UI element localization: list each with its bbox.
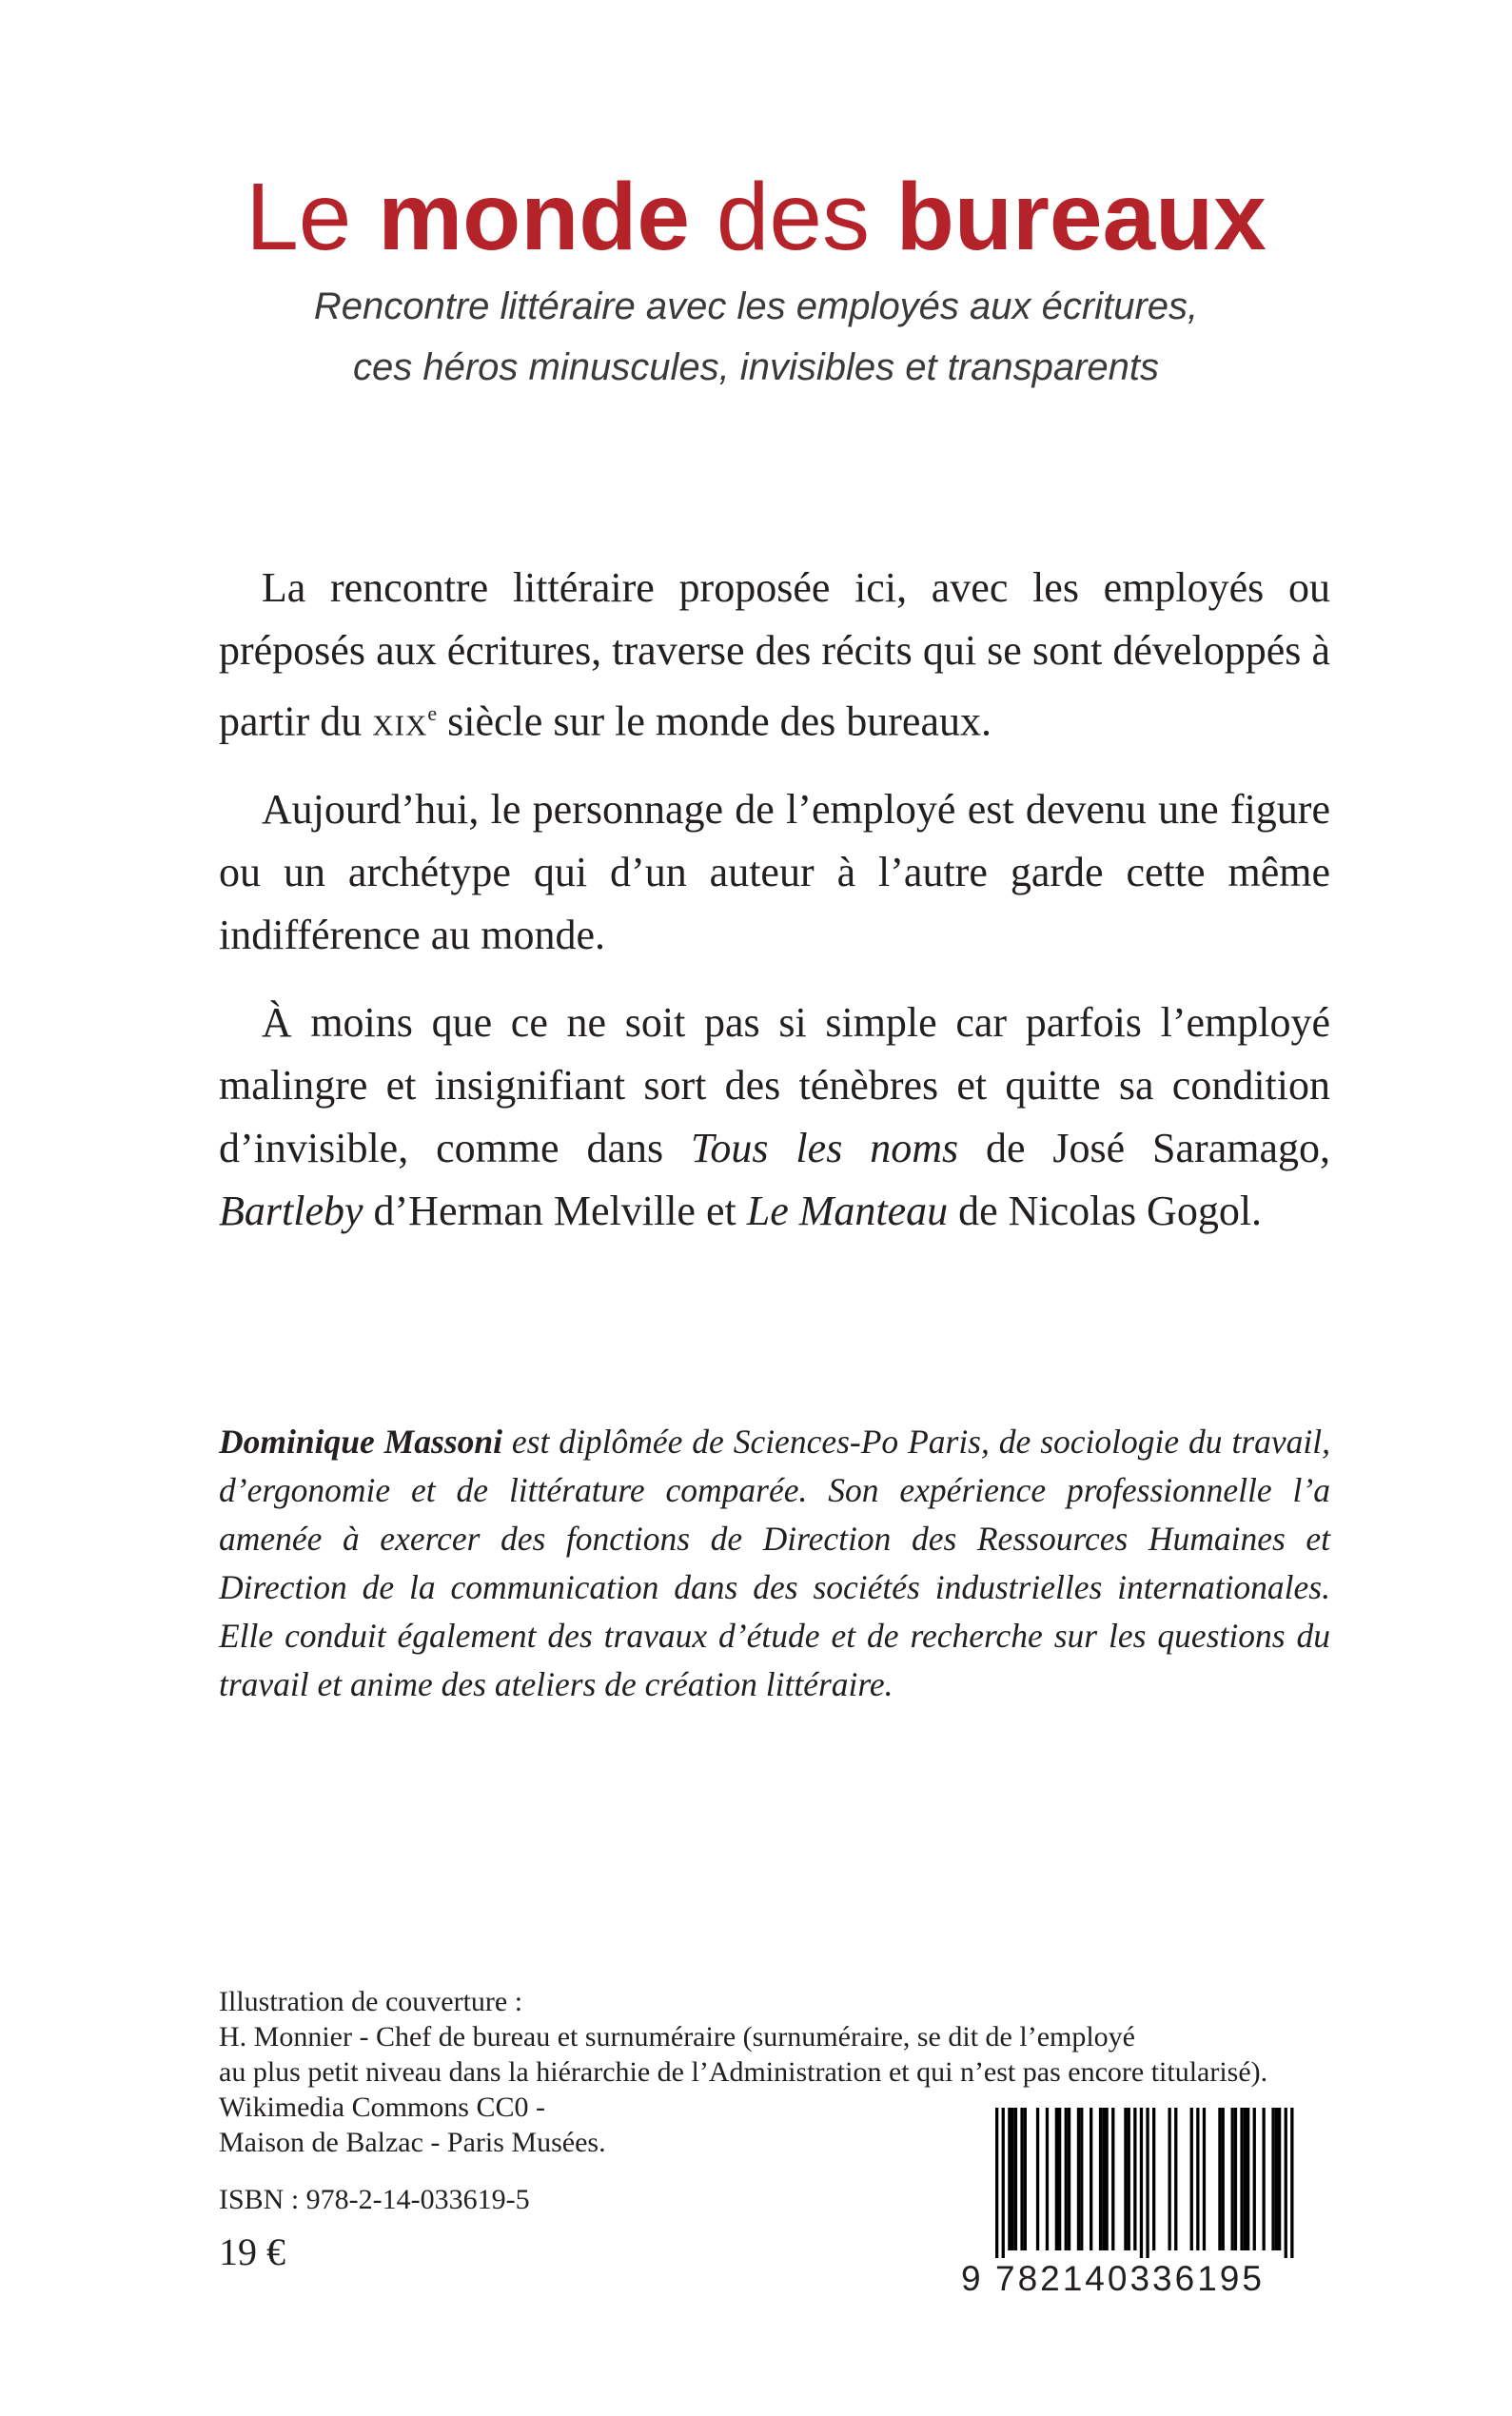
barcode-bar (1065, 2108, 1068, 2250)
barcode-bar (1106, 2108, 1109, 2250)
barcode-bar (1174, 2108, 1177, 2250)
isbn: ISBN : 978-2-14-033619-5 (219, 2184, 530, 2215)
barcode-bar (1068, 2108, 1070, 2250)
price: 19 € (219, 2230, 285, 2273)
book-title: Le monde des bureaux (245, 164, 1267, 270)
author-bio: Dominique Massoni est diplômée de Sciences-Po Paris, de sociologie du travail, d’ergonomie et de littérature comparée. Son expérience professionnelle l’a amenée à exercer des fonctions de Direction des Ressources Humaines et Direction de la communication dans des sociétés industrielles internationales. Elle conduit également des travaux d’étude et de recherche sur les questions du travail et anime des ateliers de création littéraire. (219, 1423, 1330, 1703)
barcode-bar (1102, 2108, 1105, 2250)
barcode-bars (961, 2108, 1323, 2258)
subtitle-line-2: ces héros minuscules, invisibles et transparents (352, 346, 1160, 388)
barcode-bar (1140, 2108, 1143, 2258)
barcode-bar (1247, 2108, 1249, 2250)
barcode-bar (995, 2108, 998, 2258)
barcode-bar (1080, 2108, 1083, 2250)
barcode-bar (1014, 2108, 1017, 2250)
barcode-bar (1222, 2108, 1225, 2250)
illustration-credits: Illustration de couverture : H. Monnier - Chef de bureau et surnuméraire (surnuméraire, se dit de l’employé au plus petit niveau dans la hiérarchie de l’Administration et qui n’est pas encore titularisé). Wikimedia Commons CC0 - Maison de Balzac - Paris Musées. (219, 1986, 1268, 2158)
barcode-bar (1152, 2108, 1155, 2250)
blurb-paragraph-1: La rencontre littéraire proposée ici, avec les employés ou préposés aux écritures, traverse des récits qui se sont développés à partir du xix$^e$ siècle sur le monde des bureaux. (219, 564, 1330, 745)
barcode-bar (1058, 2108, 1061, 2250)
barcode-bar (1271, 2108, 1274, 2250)
barcode-bar (1146, 2108, 1149, 2258)
barcode-bar (1240, 2108, 1243, 2250)
blurb (219, 557, 1330, 1267)
barcode-bar (1111, 2108, 1114, 2250)
barcode-bar (1046, 2108, 1049, 2250)
barcode-bar (1011, 2108, 1014, 2250)
barcode-bar (1008, 2108, 1011, 2250)
barcode-bar (1168, 2108, 1171, 2250)
barcode-bar (1020, 2108, 1023, 2250)
barcode-bar (1036, 2108, 1039, 2250)
barcode-bar (1275, 2108, 1278, 2250)
book-subtitle (0, 276, 1512, 398)
barcode: 9 782140336195 (961, 2108, 1323, 2298)
barcode-bar (1203, 2108, 1206, 2250)
barcode-bar (1124, 2108, 1127, 2250)
barcode-bar (1231, 2108, 1234, 2250)
barcode-bar (1278, 2108, 1281, 2250)
barcode-bar (1133, 2108, 1136, 2250)
barcode-bar (1055, 2108, 1058, 2250)
barcode-bar (1218, 2108, 1221, 2250)
barcode-bar (1290, 2108, 1293, 2258)
barcode-bar (1128, 2108, 1130, 2250)
barcode-bar (1234, 2108, 1237, 2250)
barcode-bar (1002, 2108, 1005, 2258)
barcode-bar (1244, 2108, 1247, 2250)
author-name: Dominique Massoni (219, 1423, 502, 1461)
barcode-bar (1024, 2108, 1027, 2250)
blurb-paragraph-3: À moins que ce ne soit pas si simple car parfois l’employé malingre et insignifiant sort des ténèbres et quitte sa condition d’invisible, comme dans Tous les noms de José Saramago, Bartleby d’Herman Melville et Le Manteau de Nicolas Gogol. (219, 998, 1330, 1234)
barcode-bar (1099, 2108, 1102, 2250)
barcode-bar (1253, 2108, 1256, 2250)
barcode-bar (1090, 2108, 1092, 2250)
subtitle-line-1: Rencontre littéraire avec les employés aux écritures, (313, 285, 1199, 327)
barcode-bar (1190, 2108, 1193, 2250)
barcode-bar (1263, 2108, 1266, 2250)
barcode-bar (1285, 2108, 1287, 2258)
barcode-bar (1077, 2108, 1080, 2250)
blurb-paragraph-2: Aujourd’hui, le personnage de l’employé est devenu une figure ou un archétype qui d’un auteur à l’autre garde cette même indifférence au monde. (219, 785, 1330, 958)
barcode-bar (1196, 2108, 1199, 2250)
